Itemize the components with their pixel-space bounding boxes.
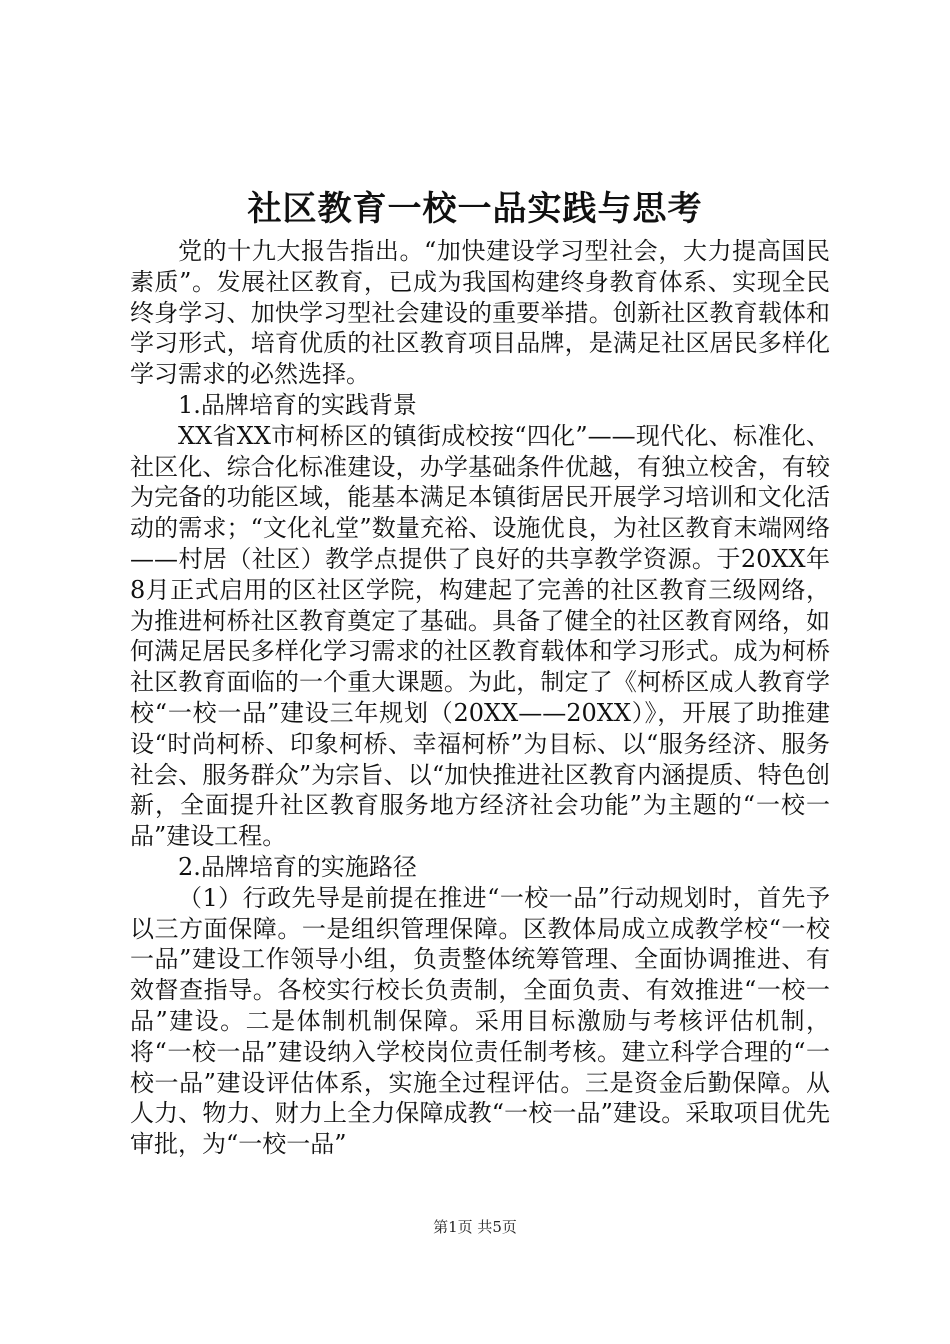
section-heading-implementation: 2.品牌培育的实施路径 (178, 852, 417, 881)
paragraph-background: XX省XX市柯桥区的镇街成校按“四化”——现代化、标准化、社区化、综合化标准建设，办学基础条件优越，有独立校舍，有较为完备的功能区域，能基本满足本镇街居民开展学习培训和文化活动的需求；“文化礼堂”数量充裕、设施优良，为社区教育末端网络——村居（社区）教学点提供了良好的共享教学资源。于20XX年8月正式启用的区社区学院，构建起了完善的社区教育三级网络，为推进柯桥社区教育奠定了基础。具备了健全的社区教育网络，如何满足居民多样化学习需求的社区教育载体和学习形式。成为柯桥社区教育面临的一个重大课题。为此，制定了《柯桥区成人教育学校“一校一品”建设三年规划（20XX——20XX）》，开展了助推建设“时尚柯桥、印象柯桥、幸福柯桥”为目标、以“服务经济、服务社会、服务群众”为宗旨、以“加快推进社区教育内涵提质、特色创新，全面提升社区教育服务地方经济社会功能”为主题的“一校一品”建设工程。 (130, 421, 830, 851)
document-title: 社区教育一校一品实践与思考 (247, 189, 703, 229)
paragraph-intro: 党的十九大报告指出。“加快建设学习型社会，大力提高国民素质”。发展社区教育，已成为我国构建终身教育体系、实现全民终身学习、加快学习型社会建设的重要举措。创新社区教育载体和学习形式，培育优质的社区教育项目品牌，是满足社区居民多样化学习需求的必然选择。 (130, 237, 830, 389)
paragraph-implementation: （1）行政先导是前提在推进“一校一品”行动规划时，首先予以三方面保障。一是组织管理保障。区教体局成立成教学校“一校一品”建设工作领导小组，负责整体统筹管理、全面协调推进、有效督查指导。各校实行校长负责制，全面负责、有效推进“一校一品”建设。二是体制机制保障。采用目标激励与考核评估机制，将“一校一品”建设纳入学校岗位责任制考核。建立科学合理的“一校一品”建设评估体系，实施全过程评估。三是资金后勤保障。从人力、物力、财力上全力保障成教“一校一品”建设。采取项目优先审批，为“一校一品” (130, 883, 830, 1159)
page-footer: 第1页 共5页 (433, 1218, 517, 1236)
document-body (130, 236, 830, 1160)
section-heading-background: 1.品牌培育的实践背景 (178, 390, 417, 419)
